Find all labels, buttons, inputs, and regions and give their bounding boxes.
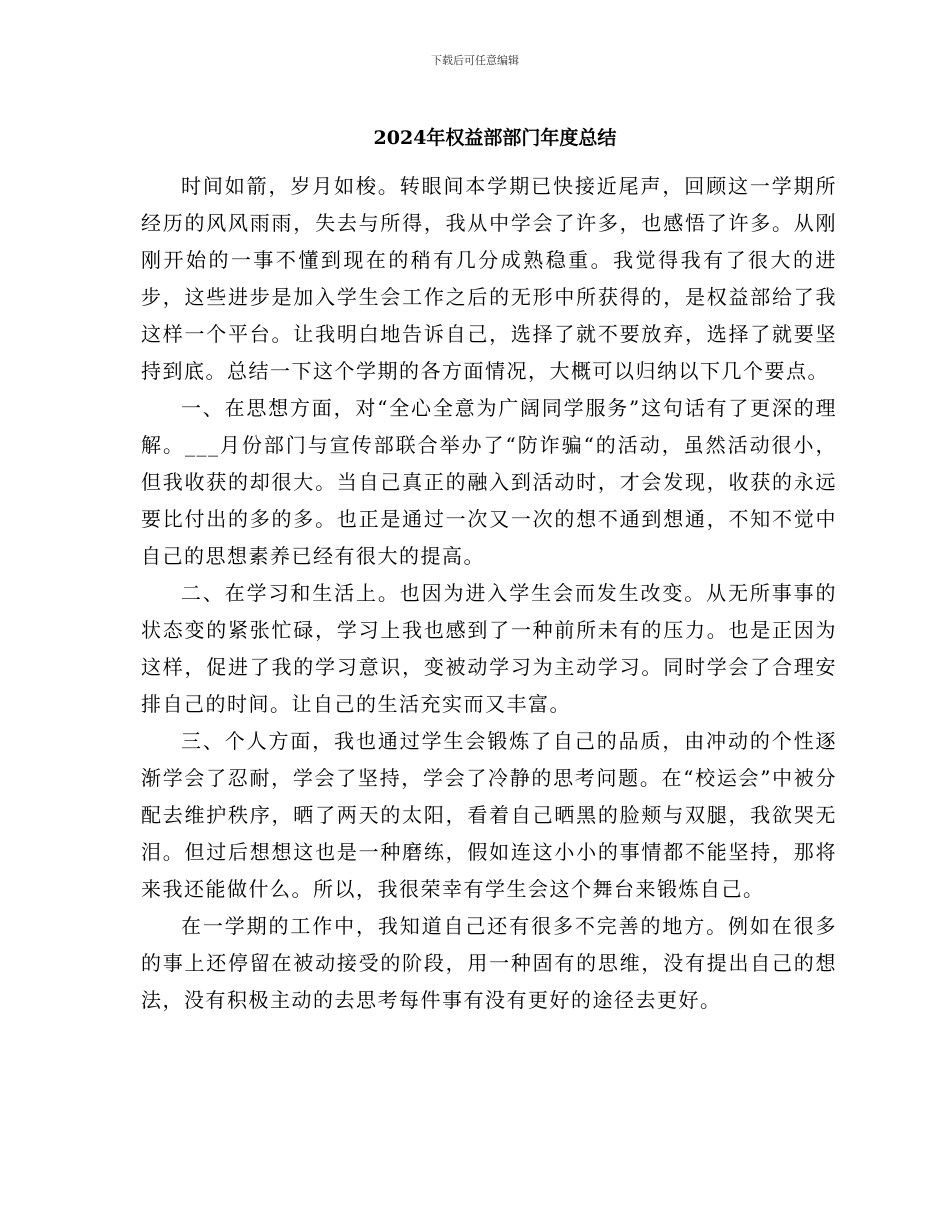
paragraph-thought: 一、在思想方面，对“全心全意为广阔同学服务”这句话有了更深的理解。___月份部门与宣传部联合举办了“防诈骗“的活动，虽然活动很小，但我收获的却很大。当自己真正的融入到活动时，才会发现，收获的永远要比付出的多的多。也正是通过一次又一次的想不通到想通，不知不觉中自己的思想素养已经有很大的提高。 xyxy=(141,396,837,568)
paragraph-shortcomings: 在一学期的工作中，我知道自己还有很多不完善的地方。例如在很多的事上还停留在被动接受的阶段，用一种固有的思维，没有提出自己的想法，没有积极主动的去思考每件事有没有更好的途径去更好。 xyxy=(141,914,837,1012)
paragraph-personal: 三、个人方面，我也通过学生会锻炼了自己的品质，由冲动的个性逐渐学会了忍耐，学会了坚持，学会了冷静的思考问题。在“校运会”中被分配去维护秩序，晒了两天的太阳，看着自己晒黑的脸颊与双腿，我欲哭无泪。但过后想想这也是一种磨练，假如连这小小的事情都不能坚持，那将来我还能做什么。所以，我很荣幸有学生会这个舞台来锻炼自己。 xyxy=(141,729,837,901)
paragraph-intro: 时间如箭，岁月如梭。转眼间本学期已快接近尾声，回顾这一学期所经历的风风雨雨，失去与所得，我从中学会了许多，也感悟了许多。从刚刚开始的一事不懂到现在的稍有几分成熟稳重。我觉得我有了很大的进步，这些进步是加入学生会工作之后的无形中所获得的，是权益部给了我这样一个平台。让我明白地告诉自己，选择了就不要放弃，选择了就要坚持到底。总结一下这个学期的各方面情况，大概可以归纳以下几个要点。 xyxy=(141,174,837,383)
paragraph-study-life: 二、在学习和生活上。也因为进入学生会而发生改变。从无所事事的状态变的紧张忙碌，学习上我也感到了一种前所未有的压力。也是正因为这样，促进了我的学习意识，变被动学习为主动学习。同时学会了合理安排自己的时间。让自己的生活充实而又丰富。 xyxy=(141,581,837,716)
header-note: 下载后可任意编辑 xyxy=(431,54,519,67)
document-title: 2024年权益部部门年度总结 xyxy=(373,127,617,149)
document-body xyxy=(141,168,837,1019)
